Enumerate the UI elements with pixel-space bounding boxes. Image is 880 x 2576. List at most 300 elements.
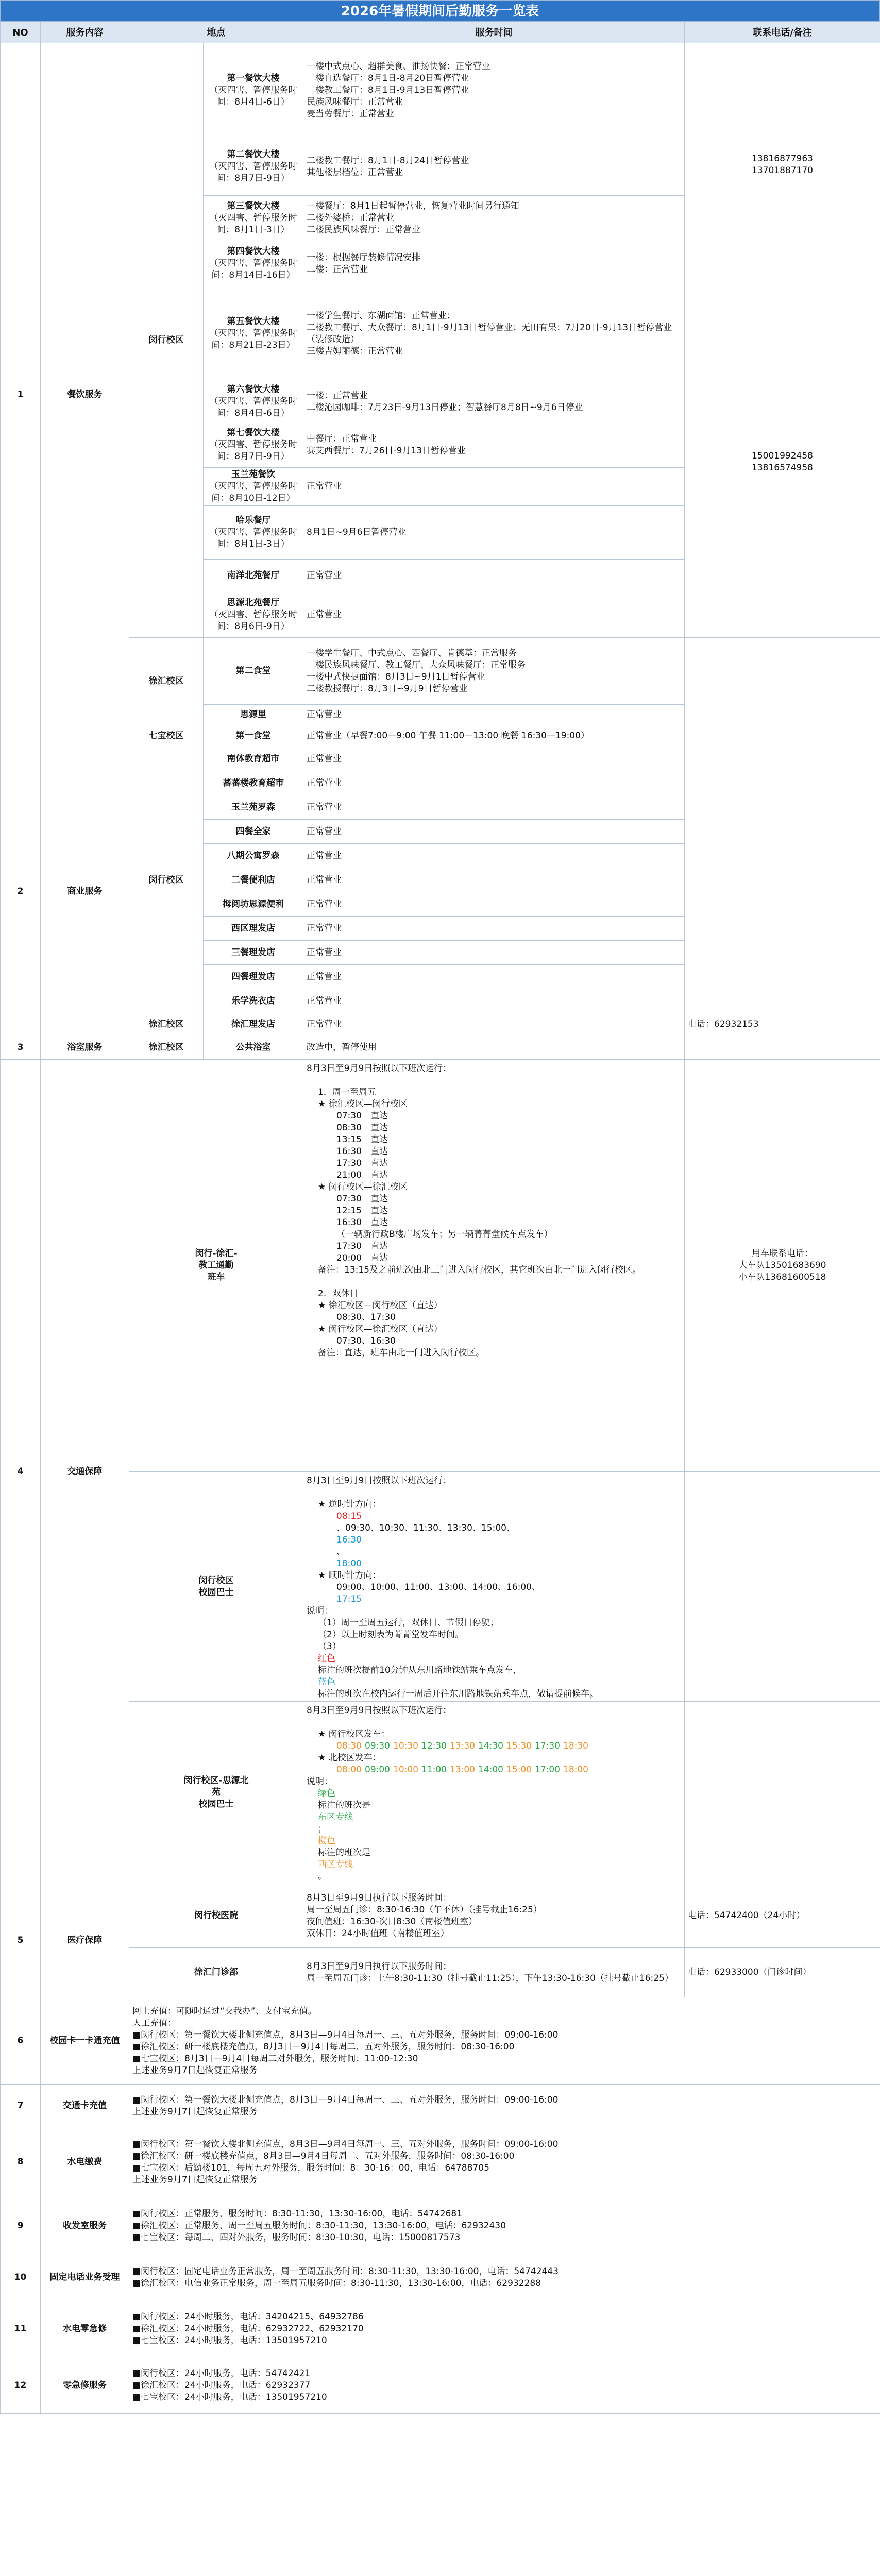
- canteen-hours: [303, 196, 685, 241]
- phone-cell: [685, 1948, 880, 1997]
- canteen-name: 哈乐餐厅: [235, 515, 271, 526]
- shop-name-text: 乐学洗衣店: [231, 995, 275, 1006]
- medical-row: [1, 1884, 880, 1948]
- spacer: [307, 1276, 681, 1288]
- hours-line: 8月3日至9月9日执行以下服务时间：: [307, 1961, 452, 1972]
- departure-time: 07:30、16:30: [336, 1336, 396, 1346]
- service-detail: [129, 2085, 880, 2127]
- canteen-row: [1, 43, 880, 138]
- hours-line: 正常营业: [307, 709, 342, 720]
- canteen-site: [204, 506, 303, 560]
- shop-hours: [303, 844, 685, 868]
- hours-line: 民族风味餐厅：正常营业: [307, 97, 403, 107]
- detail-line: 人工充值：: [132, 2018, 176, 2028]
- legend-red: 红色: [318, 1653, 335, 1664]
- spacer: [307, 1487, 681, 1499]
- departure-time-green: 17:30: [535, 1741, 560, 1751]
- schedule-note: 备注：13:15及之前班次由北三门进入闵行校区，其它班次由北一门进入闵行校区。: [318, 1265, 641, 1275]
- hours-line: 周一至周五门诊：8:30-16:30（午不休）（挂号截止16:25）: [307, 1904, 542, 1915]
- shop-row: [1, 1013, 880, 1036]
- campus-name: 七宝校区: [148, 731, 184, 741]
- shop-name: [204, 917, 303, 941]
- hours-line: 中餐厅：正常营业: [307, 433, 377, 444]
- legend-blue: 蓝色: [318, 1677, 335, 1687]
- canteen-site: [204, 422, 303, 468]
- shop-name-text: 徐汇理发店: [231, 1019, 275, 1029]
- detail-line: ■七宝校区：后勤楼101，每周五对外服务，服务时间：8：30-16：00，电话：64788705: [132, 2162, 489, 2173]
- page-title: 2026年暑假期间后勤服务一览表: [0, 0, 880, 22]
- transport-row: [1, 1060, 880, 1472]
- section-category: [41, 1884, 129, 1997]
- medical-row: [1, 1948, 880, 1997]
- shop-hours: [303, 747, 685, 771]
- hours-line: 一楼：根据餐厅装修情况安排: [307, 252, 420, 263]
- route-name: 校园巴士: [198, 1587, 234, 1598]
- explain-text: ；: [318, 1824, 327, 1834]
- shop-name-text: 三餐理发店: [231, 947, 275, 958]
- canteen-site: [204, 560, 303, 592]
- detail-line: 上述业务9月7日起恢复正常服务: [132, 2174, 258, 2185]
- service-row: [1, 2197, 880, 2255]
- canteen-hours: [303, 422, 685, 468]
- hours-line: 其他楼层档位：正常营业: [307, 167, 403, 178]
- spacer: [307, 1075, 681, 1087]
- shop-hours: [303, 941, 685, 965]
- phone-number: 电话：62932153: [688, 1019, 759, 1029]
- hours-line: 二楼教授餐厅：8月3日~9月9日暂停营业: [307, 683, 468, 694]
- detail-line: ■徐汇校区：电信业务正常服务，周一至周五服务时间：8:30-11:30，13:30-16:00，电话：62932288: [132, 2278, 541, 2289]
- departure-time-green: 14:00: [478, 1765, 503, 1775]
- departure-time-orange: 10:00: [393, 1765, 418, 1775]
- schedule-intro: 8月3日至9月9日按照以下班次运行：: [307, 1476, 452, 1486]
- departure-time-orange: 18:00: [563, 1765, 588, 1775]
- detail-line: ■七宝校区：8月3日—9月4日每周二对外服务，服务时间：11:00-12:30: [132, 2053, 418, 2064]
- section-no-text: 4: [17, 1466, 24, 1477]
- section-category: [41, 2358, 129, 2414]
- detail-line: ■七宝校区：每周二、四对外服务，服务时间：8:30-10:30，电话：15000817573: [132, 2232, 461, 2243]
- canteen-note: （灭四害、暂停服务时间：8月4日-6日）: [209, 396, 297, 418]
- campus-name: 闵行校区: [148, 335, 184, 345]
- canteen-name: 第一食堂: [235, 731, 271, 741]
- service-row: [1, 2085, 880, 2127]
- section-category: [41, 2085, 129, 2127]
- hours-line: 三楼吉姆丽德：正常营业: [307, 346, 403, 357]
- canteen-name: 玉兰苑餐饮: [231, 469, 275, 480]
- canteen-name: 思源里: [240, 709, 266, 720]
- campus-minhang: [129, 43, 204, 638]
- hours-line: 二楼教工餐厅、大众餐厅：8月1日-9月13日暂停营业；无田有果：7月20日-9月13日暂停营业（装修改造）: [307, 322, 672, 345]
- shop-name-text: 玉兰苑罗森: [231, 802, 275, 812]
- phone-number: 电话：62933000（门诊时间）: [688, 1967, 811, 1977]
- section-no: [1, 2300, 41, 2358]
- detail-line: ■闵行校区：第一餐饮大楼北侧充值点，8月3日—9月4日每周一、三、五对外服务，服务时间：09:00-16:00: [132, 2139, 559, 2149]
- canteen-hours: [303, 381, 685, 422]
- canteen-note: （灭四害、暂停服务时间：8月10日-12日）: [209, 481, 297, 503]
- hours-line: 双休日：24小时值班（南楼值班室）: [307, 1928, 449, 1939]
- bus-schedule: [303, 1472, 685, 1702]
- route-name: 班车: [207, 1272, 225, 1282]
- header-row: [1, 22, 880, 43]
- shop-status: 正常营业: [307, 923, 342, 934]
- schedule-intro: 8月3日至9月9日按照以下班次运行：: [307, 1063, 452, 1074]
- shop-name: [204, 795, 303, 820]
- bath-hours: [303, 1036, 685, 1060]
- shop-status: 正常营业: [307, 899, 342, 909]
- section-no: [1, 2127, 41, 2197]
- campus-xuhui: [129, 638, 204, 725]
- service-row: [1, 2127, 880, 2197]
- shop-status: 正常营业: [307, 753, 342, 764]
- medical-hours: [303, 1884, 685, 1948]
- detail-line: ■闵行校区：第一餐饮大楼北侧充值点，8月3日—9月4日每周一、三、五对外服务，服务时间：09:00-16:00: [132, 2094, 559, 2105]
- shop-hours: [303, 917, 685, 941]
- phone-number: 13816574958: [752, 462, 813, 473]
- weekday-title: 1．周一至周五: [318, 1087, 376, 1097]
- explain-text: （3）: [318, 1641, 341, 1652]
- transport-row: [1, 1472, 880, 1702]
- phone-cell: [685, 286, 880, 638]
- canteen-name: 第四餐饮大楼: [227, 246, 280, 257]
- detail-line: ■闵行校区：24小时服务，电话：54742421: [132, 2368, 311, 2379]
- canteen-note: （灭四害、暂停服务时间：8月1日-3日）: [209, 527, 297, 549]
- hours-line: 8月3日至9月9日执行以下服务时间：: [307, 1892, 452, 1903]
- section-category: [41, 1036, 129, 1060]
- campus-xuhui: [129, 1036, 204, 1060]
- commute-schedule: [303, 1060, 685, 1472]
- explain-line: [307, 1788, 681, 1883]
- canteen-hours: [303, 43, 685, 138]
- phone-cell-empty: [685, 1702, 880, 1884]
- phone-cell: [685, 1060, 880, 1472]
- phone-cell-empty: [685, 725, 880, 747]
- header-hours: 服务时间: [303, 22, 685, 43]
- hours-line: 8月1日~9月6日暂停营业: [307, 527, 407, 537]
- shop-name: [204, 965, 303, 989]
- departure-time-blue: 17:15: [336, 1594, 362, 1604]
- departure-time-green: 11:00: [421, 1765, 447, 1775]
- section-no: [1, 2358, 41, 2414]
- contact-line: 大车队13501683690: [738, 1260, 826, 1270]
- phone-cell-empty: [685, 1472, 880, 1702]
- route-direction: ★ 闵行校区—徐汇校区（直达）: [318, 1324, 443, 1334]
- explain-text: 标注的班次是: [318, 1800, 370, 1810]
- phone-number: 13701887170: [752, 165, 813, 176]
- shop-name-text: 二餐便利店: [231, 874, 275, 885]
- explain-title: 说明：: [307, 1606, 333, 1616]
- route-direction: ★ 顺时针方向：: [318, 1570, 381, 1581]
- header-phone: 联系电话/备注: [685, 22, 880, 43]
- canteen-site: [204, 468, 303, 506]
- canteen-site: [204, 43, 303, 138]
- hours-line: 二楼民族风味餐厅：正常营业: [307, 225, 420, 235]
- detail-line: ■徐汇校区：24小时服务，电话：62932722、62932170: [132, 2324, 364, 2334]
- shop-row: [1, 747, 880, 771]
- transport-row: [1, 1702, 880, 1884]
- bus-route: [129, 1472, 303, 1702]
- explain-text: 标注的班次是: [318, 1848, 370, 1858]
- canteen-name: 南洋北苑餐厅: [227, 570, 280, 581]
- canteen-hours: [303, 506, 685, 560]
- service-row: [1, 1997, 880, 2085]
- canteen-note: （灭四害、暂停服务时间：8月14日-16日）: [209, 258, 297, 280]
- route-direction: ★ 北校区发车：: [318, 1753, 381, 1763]
- detail-line: ■闵行校区：24小时服务，电话：34204215、64932786: [132, 2312, 364, 2322]
- legend-orange-route: 西区专线: [318, 1859, 353, 1870]
- departure-times: [307, 1582, 681, 1605]
- canteen-note: （灭四害、暂停服务时间：8月1日-3日）: [209, 213, 297, 235]
- section-category-text: 交通卡充值: [63, 2100, 107, 2111]
- canteen-hours: [303, 592, 685, 638]
- departure-time: 16:30 直达: [336, 1146, 388, 1157]
- canteen-site: [204, 286, 303, 381]
- phone-cell: [685, 1884, 880, 1948]
- departure-time-orange: 15:30: [506, 1741, 532, 1751]
- route-direction: ★ 闵行校区发车：: [318, 1729, 390, 1739]
- section-no: [1, 1997, 41, 2085]
- shop-hours: [303, 892, 685, 917]
- contact-line: 小车队13681600518: [738, 1272, 826, 1282]
- departure-times: [307, 1511, 681, 1570]
- departure-times-text: 09:00、10:00、11:00、13:00、14:00、16:00、: [336, 1582, 540, 1592]
- canteen-name: 思源北苑餐厅: [227, 598, 280, 608]
- canteen-site: [204, 241, 303, 286]
- detail-line: ■闵行校区：第一餐饮大楼北侧充值点，8月3日—9月4日每周一、三、五对外服务，服务时间：09:00-16:00: [132, 2029, 559, 2040]
- weekend-title: 2．双休日: [318, 1289, 359, 1299]
- departure-time-blue: 18:00: [336, 1558, 362, 1569]
- explain-text: 标注的班次提前10分钟从东川路地铁站乘车点发车，: [318, 1665, 522, 1675]
- hours-line: 一楼餐厅：8月1日起暂停营业，恢复营业时间另行通知: [307, 201, 519, 211]
- canteen-site: [204, 138, 303, 196]
- section-no: [1, 43, 41, 747]
- phone-cell-empty: [685, 638, 880, 725]
- section-no: [1, 1060, 41, 1884]
- hours-line: 二楼民族风味餐厅、教工餐厅、大众风味餐厅：正常服务: [307, 659, 526, 670]
- section-no-text: 1: [17, 389, 24, 400]
- canteen-hours: [303, 138, 685, 196]
- hours-line: 赛艾西餐厅：7月26日-9月13日暂停营业: [307, 445, 466, 456]
- departure-times-text: 、09:30、10:30、11:30、13:30、15:00、: [336, 1523, 515, 1533]
- shop-name: [204, 1013, 303, 1036]
- section-no-text: 5: [17, 1935, 24, 1945]
- route-direction: ★ 逆时针方向：: [318, 1499, 381, 1510]
- section-category: [41, 2197, 129, 2255]
- section-no: [1, 1036, 41, 1060]
- explain-title: 说明：: [307, 1776, 333, 1787]
- shop-status: 正常营业: [307, 1019, 342, 1029]
- route-direction: ★ 闵行校区—徐汇校区: [318, 1182, 408, 1192]
- canteen-name: 第五餐饮大楼: [227, 316, 280, 327]
- shop-hours: [303, 989, 685, 1013]
- shop-status: 正常营业: [307, 947, 342, 958]
- route-name: 闵行校区-思源北: [183, 1775, 249, 1786]
- detail-line: 上述业务9月7日起恢复正常服务: [132, 2065, 258, 2076]
- phone-cell-empty: [685, 747, 880, 1013]
- medical-site: [129, 1948, 303, 1997]
- departure-times: [307, 1764, 681, 1776]
- shop-name-text: 蕃蕃楼教育超市: [223, 777, 284, 788]
- shop-name: [204, 941, 303, 965]
- header-category: 服务内容: [41, 22, 129, 43]
- separator: 、: [336, 1547, 345, 1557]
- canteen-note: （灭四害、暂停服务时间：8月7日-9日）: [209, 439, 297, 462]
- shop-name-text: 西区理发店: [231, 923, 275, 934]
- section-no: [1, 2255, 41, 2300]
- departure-time-green: 17:00: [535, 1765, 560, 1775]
- detail-line: ■闵行校区：正常服务，服务时间：8:30-11:30，13:30-16:00，电话：54742681: [132, 2209, 463, 2219]
- shop-hours: [303, 868, 685, 892]
- shop-name-text: 四餐全家: [235, 826, 271, 837]
- departure-note: （一辆新行政B楼广场发车；另一辆菁菁堂候车点发车）: [336, 1229, 553, 1240]
- shop-hours: [303, 965, 685, 989]
- explain-text: 标注的班次在校内运行一周后开往东川路地铁站乘车点，敬请提前候车。: [318, 1689, 598, 1699]
- departure-time: 07:30 直达: [336, 1111, 388, 1121]
- canteen-site: [204, 638, 303, 705]
- section-category-text: 交通保障: [67, 1466, 103, 1477]
- medical-hours: [303, 1948, 685, 1997]
- detail-line: ■徐汇校区：研一楼底楼充值点，8月3日—9月4日每周二、五对外服务，服务时间：08:30-16:00: [132, 2150, 515, 2161]
- explain-text: 。: [318, 1871, 327, 1882]
- canteen-site: [204, 705, 303, 725]
- hours-line: 二楼自选餐厅：8月1日-8月20日暂停营业: [307, 73, 469, 83]
- canteen-name: 第六餐饮大楼: [227, 384, 280, 395]
- section-no-text: 3: [17, 1042, 24, 1053]
- section-no-text: 11: [14, 2324, 27, 2334]
- service-detail: [129, 2300, 880, 2358]
- explain-line: （1）周一至周五运行，双休日、节假日停驶；: [318, 1618, 499, 1628]
- campus-name: 徐汇校区: [148, 1042, 184, 1053]
- section-category-text: 餐饮服务: [67, 389, 103, 400]
- campus-name: 徐汇校区: [148, 676, 184, 686]
- shop-status: 正常营业: [307, 971, 342, 982]
- site-name: 徐汇门诊部: [194, 1967, 238, 1977]
- commute-route: [129, 1060, 303, 1472]
- section-category: [41, 747, 129, 1036]
- departure-time-green: 14:30: [478, 1741, 503, 1751]
- service-row: [1, 2358, 880, 2414]
- hours-line: 一楼中式点心、超群美食、淮扬快餐：正常营业: [307, 61, 490, 72]
- hours-line: 改造中，暂停使用: [307, 1042, 377, 1053]
- hours-line: 麦当劳餐厅：正常营业: [307, 109, 394, 119]
- canteen-hours: [303, 725, 685, 747]
- legend-green-route: 东区专线: [318, 1812, 353, 1822]
- departure-time-green: 09:00: [365, 1765, 390, 1775]
- spacer: [307, 1717, 681, 1728]
- shop-name-text: 南体教育超市: [227, 753, 280, 764]
- service-table: [0, 22, 880, 2414]
- section-category: [41, 1997, 129, 2085]
- canteen-name: 第七餐饮大楼: [227, 428, 280, 438]
- departure-time: 13:15 直达: [336, 1134, 388, 1145]
- section-category-text: 浴室服务: [67, 1042, 103, 1053]
- section-category: [41, 2255, 129, 2300]
- table-body: [1, 43, 880, 2414]
- departure-time: 17:30 直达: [336, 1158, 388, 1168]
- explain-line: （2）以上时刻表为菁菁堂发车时间。: [318, 1630, 464, 1640]
- medical-site: [129, 1884, 303, 1948]
- shop-name: [204, 892, 303, 917]
- canteen-hours: [303, 560, 685, 592]
- departure-time-green: 09:30: [365, 1741, 390, 1751]
- detail-line: ■徐汇校区：正常服务，周一至周五服务时间：8:30-11:30，13:30-16:00，电话：62932430: [132, 2221, 506, 2231]
- canteen-row: [1, 638, 880, 705]
- shop-status: 正常营业: [307, 850, 342, 861]
- shop-hours: [303, 1013, 685, 1036]
- route-direction: ★ 徐汇校区—闵行校区: [318, 1099, 408, 1109]
- section-no-text: 6: [17, 2036, 24, 2046]
- shop-hours: [303, 795, 685, 820]
- shop-hours: [303, 771, 685, 795]
- hours-line: 正常营业: [307, 570, 342, 581]
- departure-time: 08:30、17:30: [336, 1312, 396, 1323]
- hours-line: 二楼外婆桥：正常营业: [307, 213, 394, 223]
- online-note: 网上充值：可随时通过“交我办”、支付宝充值。: [132, 2006, 317, 2016]
- section-category-text: 水电零急修: [63, 2324, 107, 2334]
- route-name: 苑: [212, 1787, 221, 1798]
- departure-time-blue: 16:30: [336, 1535, 362, 1545]
- canteen-site: [204, 592, 303, 638]
- shop-name: [204, 868, 303, 892]
- campus-qibao: [129, 725, 204, 747]
- hours-line: 二楼教工餐厅：8月1日-9月13日暂停营业: [307, 85, 469, 95]
- section-category: [41, 2127, 129, 2197]
- detail-line: ■徐汇校区：研一楼底楼充值点，8月3日—9月4日每周二、五对外服务，服务时间：08:30-16:00: [132, 2041, 515, 2052]
- departure-time-orange: 15:00: [506, 1765, 532, 1775]
- section-no: [1, 2085, 41, 2127]
- shop-name-text: 四餐理发店: [231, 971, 275, 982]
- shop-status: 正常营业: [307, 874, 342, 885]
- siyuan-schedule: [303, 1702, 685, 1884]
- shop-name-text: 八期公寓罗森: [227, 850, 280, 861]
- departure-time-orange: 13:30: [450, 1741, 475, 1751]
- departure-time: 08:30 直达: [336, 1123, 388, 1133]
- hours-line: 一楼学生餐厅、中式点心、西餐厅、肯德基：正常服务: [307, 648, 517, 658]
- hours-line: 正常营业: [307, 609, 342, 620]
- route-name: 闵行校区: [198, 1575, 234, 1586]
- departure-time: 20:00 直达: [336, 1253, 388, 1263]
- campus-xuhui: [129, 1013, 204, 1036]
- section-no: [1, 747, 41, 1036]
- canteen-hours: [303, 241, 685, 286]
- departure-time: 16:30 直达: [336, 1217, 388, 1228]
- section-no-text: 7: [17, 2100, 24, 2111]
- canteen-hours: [303, 705, 685, 725]
- legend-green: 绿色: [318, 1788, 335, 1799]
- hours-line: 二楼：正常营业: [307, 264, 368, 275]
- departure-time: 07:30 直达: [336, 1194, 388, 1204]
- section-no: [1, 2197, 41, 2255]
- canteen-name: 第三餐饮大楼: [227, 201, 280, 211]
- campus-name: 徐汇校区: [148, 1019, 184, 1029]
- section-no-text: 8: [17, 2157, 24, 2167]
- service-detail: [129, 1997, 880, 2085]
- hours-line: 二楼教工餐厅：8月1日-8月24日暂停营业: [307, 155, 469, 166]
- service-detail: [129, 2197, 880, 2255]
- siyuan-route: [129, 1702, 303, 1884]
- hours-line: 周一至周五门诊：上午8:30-11:30（挂号截止11:25），下午13:30-16:30（挂号截止16:25）: [307, 1973, 673, 1984]
- canteen-site: [204, 725, 303, 747]
- section-no-text: 10: [14, 2272, 27, 2282]
- canteen-site: [204, 381, 303, 422]
- section-category: [41, 43, 129, 747]
- route-name: 闵行-徐汇-: [195, 1248, 238, 1259]
- section-no-text: 2: [17, 886, 24, 896]
- section-category-text: 零急修服务: [63, 2380, 107, 2391]
- departure-time-orange: 18:30: [563, 1741, 588, 1751]
- canteen-note: （灭四害、暂停服务时间：8月7日-9日）: [209, 161, 297, 183]
- hours-line: 夜间值班：16:30-次日8:30（南楼值班室）: [307, 1916, 478, 1927]
- shop-status: 正常营业: [307, 802, 342, 812]
- phone-number: 15001992458: [752, 450, 813, 461]
